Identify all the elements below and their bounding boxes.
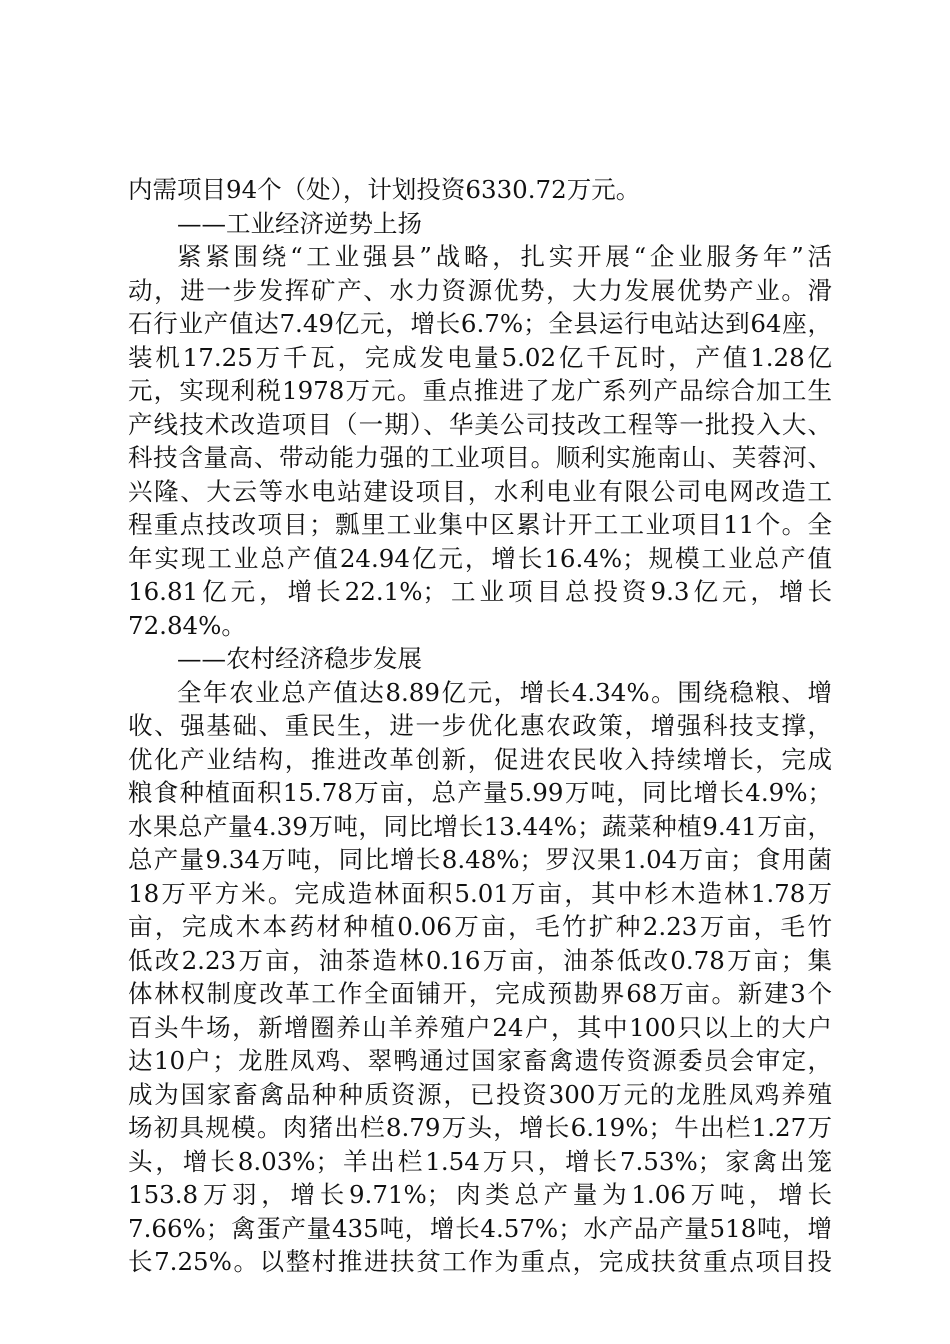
text-line: 产线技术改造项目（一期）、华美公司技改工程等一批投入大、 xyxy=(128,409,832,439)
text-line: 石行业产值达7.49亿元，增长6.7%；全县运行电站达到64座， xyxy=(128,309,832,338)
text-line: 装机17.25万千瓦，完成发电量5.02亿千瓦时，产值1.28亿 xyxy=(128,342,832,372)
text-line: 兴隆、大云等水电站建设项目，水利电业有限公司电网改造工 xyxy=(128,476,832,506)
text-line: 16.81亿元，增长22.1%；工业项目总投资9.3亿元，增长 xyxy=(128,577,832,606)
text-line: 年实现工业总产值24.94亿元，增长16.4%；规模工业总产值 xyxy=(128,543,832,573)
text-line: 体林权制度改革工作全面铺开，完成预勘界68万亩。新建3个 xyxy=(128,979,832,1008)
text-line: 元，实现利税1978万元。重点推进了龙广系列产品综合加工生 xyxy=(128,376,832,405)
text-line: 头，增长8.03%；羊出栏1.54万只，增长7.53%；家禽出笼 xyxy=(128,1146,832,1176)
text-line: 7.66%；禽蛋产量435吨，增长4.57%；水产品产量518吨，增 xyxy=(128,1213,832,1243)
text-line: 全年农业总产值达8.89亿元，增长4.34%。围绕稳粮、增 xyxy=(177,677,832,707)
text-line: 程重点技改项目；瓢里工业集中区累计开工工业项目11个。全 xyxy=(128,510,832,539)
text-line: ——工业经济逆势上扬 xyxy=(177,208,422,238)
text-line: 内需项目94个（处），计划投资6330.72万元。 xyxy=(128,175,641,204)
text-line: 总产量9.34万吨，同比增长8.48%；罗汉果1.04万亩；食用菌 xyxy=(128,845,832,874)
text-line: 科技含量高、带动能力强的工业项目。顺利实施南山、芙蓉河、 xyxy=(128,443,832,472)
text-line: 百头牛场，新增圈养山羊养殖户24户，其中100只以上的大户 xyxy=(128,1012,832,1042)
text-line: 低改2.23万亩，油茶造林0.16万亩，油茶低改0.78万亩；集 xyxy=(128,945,832,975)
text-line: 优化产业结构，推进改革创新，促进农民收入持续增长，完成 xyxy=(128,744,832,774)
text-line: 粮食种植面积15.78万亩，总产量5.99万吨，同比增长4.9%； xyxy=(128,778,832,807)
text-line: 18万平方米。完成造林面积5.01万亩，其中杉木造林1.78万 xyxy=(128,878,832,908)
text-line: 动，进一步发挥矿产、水力资源优势，大力发展优势产业。滑 xyxy=(128,275,832,305)
text-line: 153.8万羽，增长9.71%；肉类总产量为1.06万吨，增长 xyxy=(128,1180,832,1209)
text-line: 场初具规模。肉猪出栏8.79万头，增长6.19%；牛出栏1.27万 xyxy=(128,1113,832,1142)
text-line: 72.84%。 xyxy=(128,610,246,640)
body-text xyxy=(128,173,832,1279)
text-line: 长7.25%。以整村推进扶贫工作为重点，完成扶贫重点项目投 xyxy=(128,1247,832,1276)
text-line: 成为国家畜禽品种种质资源，已投资300万元的龙胜凤鸡养殖 xyxy=(128,1079,832,1109)
text-line: 紧紧围绕“工业强县”战略，扎实开展“企业服务年”活 xyxy=(177,242,832,271)
text-line: 水果总产量4.39万吨，同比增长13.44%；蔬菜种植9.41万亩， xyxy=(128,811,832,841)
text-line: 收、强基础、重民生，进一步优化惠农政策，增强科技支撑， xyxy=(128,711,832,740)
text-line: 达10户；龙胜凤鸡、翠鸭通过国家畜禽遗传资源委员会审定， xyxy=(128,1046,832,1075)
text-line: 亩，完成木本药材种植0.06万亩，毛竹扩种2.23万亩，毛竹 xyxy=(128,912,832,941)
text-line: ——农村经济稳步发展 xyxy=(177,644,422,673)
